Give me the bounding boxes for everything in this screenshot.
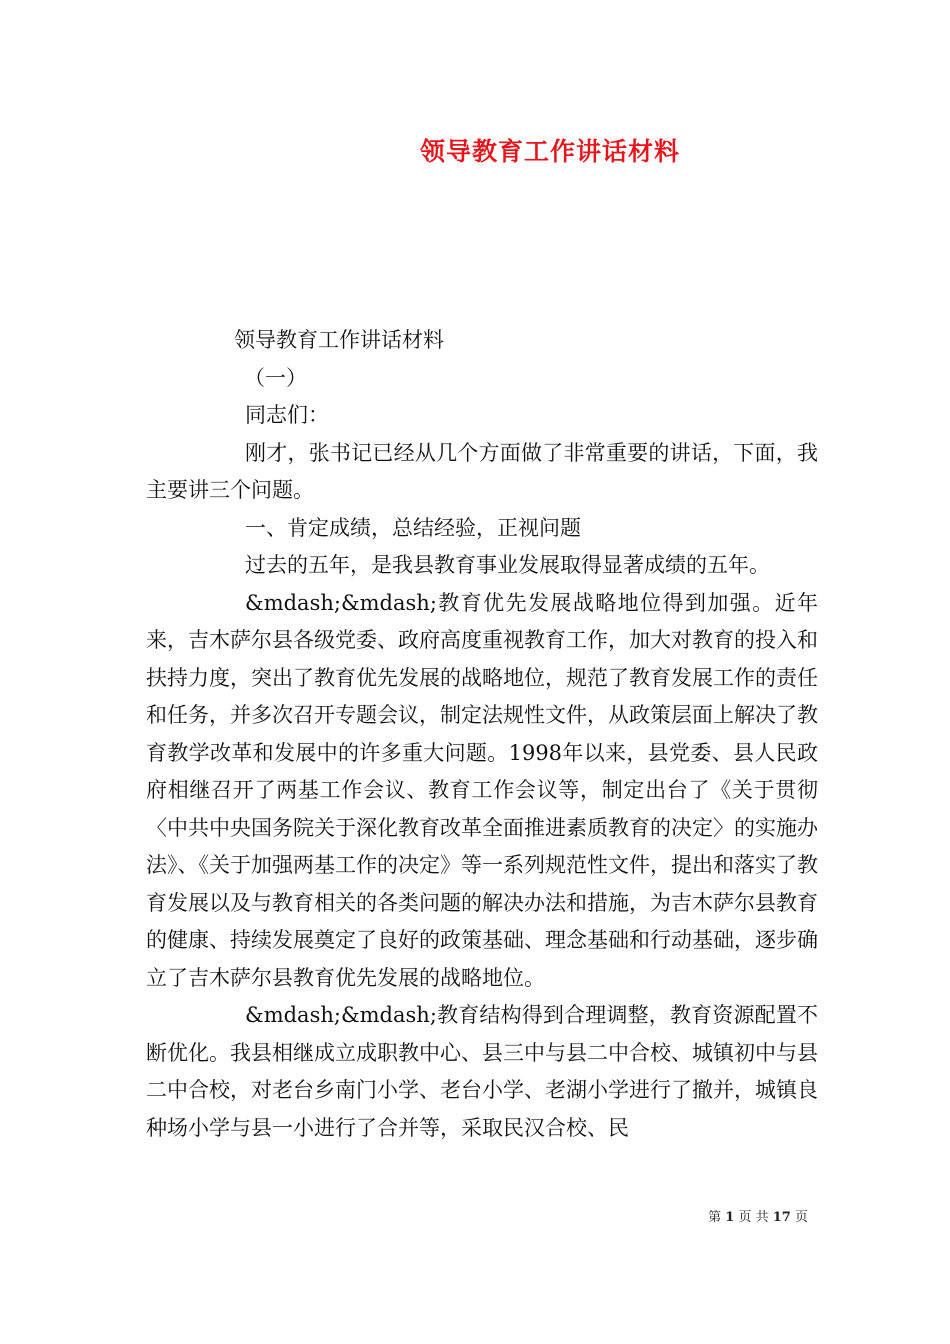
section-heading: 一、肯定成绩，总结经验，正视问题 bbox=[245, 515, 581, 540]
footer-middle: 页 共 bbox=[738, 1210, 769, 1225]
footer-prefix: 第 bbox=[708, 1210, 722, 1225]
paragraph: &mdash;&mdash;教育优先发展战略地位得到加强。近年来，吉木萨尔县各级党委、政府高度重视教育工作，加大对教育的投入和扶持力度，突出了教育优先发展的战略地位，规范了教育发展工作的责任和任务，并多次召开专题会议，制定法规性文件，从政策层面上解决了教育教学改革和发展中的许多重大问题。1998年以来，县党委、县人民政府相继召开了两基工作会议、教育工作会议等，制定出台了《关于贯彻〈中共中央国务院关于深化教育改革全面推进素质教育的决定〉的实施办法》、《关于加强两基工作的决定》等一系列规范性文件，提出和落实了教育发展以及与教育相关的各类问题的解决办法和措施，为吉木萨尔县教育的健康、持续发展奠定了良好的政策基础、理念基础和行动基础，逐步确立了吉木萨尔县教育优先发展的战略地位。 bbox=[146, 590, 818, 990]
paragraph: 过去的五年，是我县教育事业发展取得显著成绩的五年。 bbox=[245, 553, 770, 577]
paragraph: 刚才，张书记已经从几个方面做了非常重要的讲话，下面，我主要讲三个问题。 bbox=[146, 440, 818, 502]
subtitle: 领导教育工作讲话材料 bbox=[234, 328, 444, 352]
paragraph: &mdash;&mdash;教育结构得到合理调整，教育资源配置不断优化。我县相继成立成职教中心、县三中与县二中合校、城镇初中与县二中合校，对老台乡南门小学、老台小学、老湖小学进行了撤并，城镇良种场小学与县一小进行了合并等，采取民汉合校、民 bbox=[146, 1003, 818, 1140]
salutation: 同志们： bbox=[245, 403, 329, 427]
page-footer bbox=[708, 1206, 808, 1225]
current-page-number: 1 bbox=[725, 1210, 735, 1225]
section-marker: （一） bbox=[244, 365, 307, 390]
total-pages: 17 bbox=[772, 1210, 791, 1225]
document-body bbox=[146, 322, 818, 1147]
footer-suffix: 页 bbox=[794, 1210, 808, 1225]
document-title: 领导教育工作讲话材料 bbox=[419, 137, 680, 166]
